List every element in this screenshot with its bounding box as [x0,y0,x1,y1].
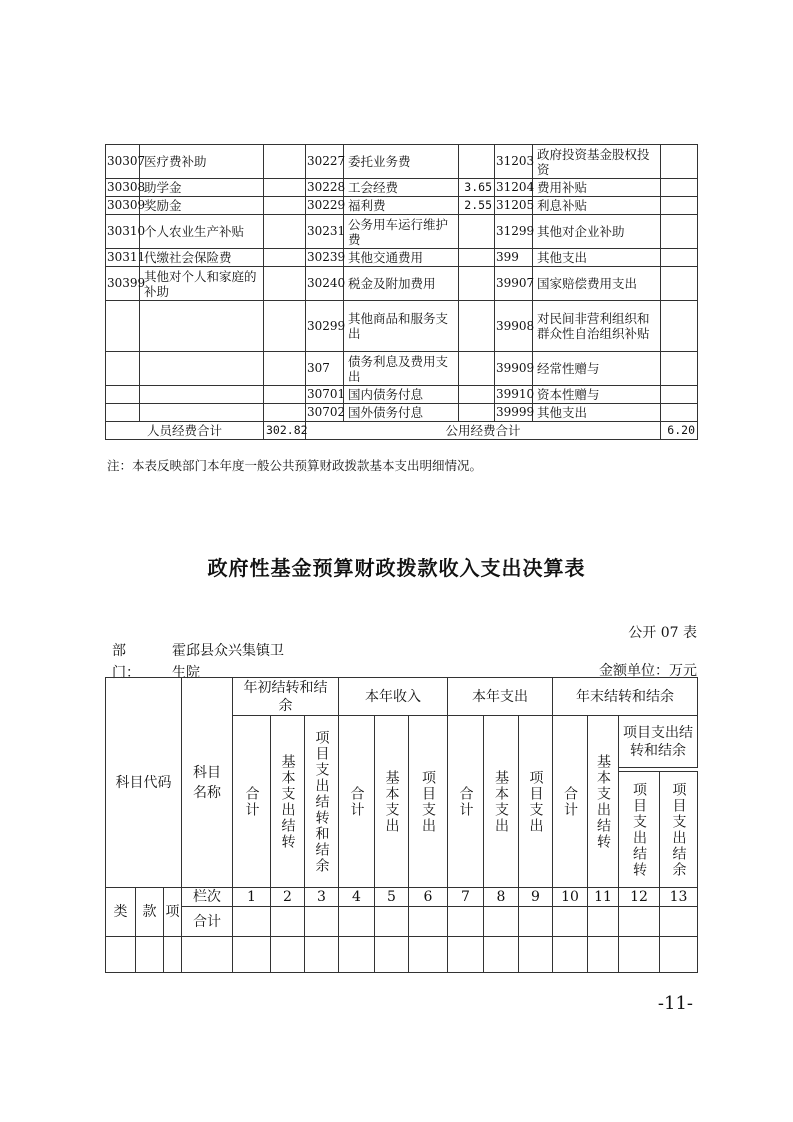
subject-name-cell: 其他支出 [533,249,661,267]
header-basic-exp-3 [484,716,519,888]
subject-name-cell: 利息补贴 [533,197,661,215]
empty-cell [182,937,233,973]
subject-name-cell: 对民间非营利组织和群众性自治组织补贴 [533,301,661,352]
subject-name-cell: 委托业务费 [344,145,459,179]
empty-cell [233,907,271,937]
department-label: 部门： [112,643,140,681]
amount-cell [459,249,495,267]
empty-cell [164,937,182,973]
header-total-2 [339,716,375,888]
lei-cell: 类 [106,888,136,937]
empty-cell [339,907,375,937]
subject-code-cell [106,352,140,386]
page-number: -11- [657,993,693,1014]
subject-name-cell: 奖励金 [140,197,264,215]
amount-cell [264,197,306,215]
empty-cell [484,907,519,937]
table-row [106,267,698,301]
subject-name-cell [140,352,264,386]
amount-cell [459,352,495,386]
public-total-value: 6.20 [661,422,698,440]
amount-cell [661,215,698,249]
empty-cell [375,937,409,973]
header-project-carry-4 [619,772,660,888]
header-total-1 [233,716,271,888]
empty-cell [448,907,484,937]
col-number: 5 [375,888,409,907]
header-text: 项目支出结转 [631,781,648,878]
subject-code-cell: 39909 [495,352,533,386]
empty-cell [305,937,339,973]
subject-name-cell: 国家赔偿费用支出 [533,267,661,301]
subject-name-cell: 其他对企业补助 [533,215,661,249]
empty-cell [484,937,519,973]
header-basic-exp-2 [375,716,409,888]
subject-code-cell: 39908 [495,301,533,352]
group-income-header: 本年收入 [339,678,448,716]
amount-cell: 3.65 [459,179,495,197]
amount-cell [264,215,306,249]
amount-cell [459,267,495,301]
subject-name-cell: 医疗费补助 [140,145,264,179]
amount-cell [661,249,698,267]
empty-cell [553,907,588,937]
amount-cell [264,145,306,179]
amount-cell [661,301,698,352]
header-text: 项目支出 [527,769,544,834]
public-total-label: 公用经费合计 [306,422,661,440]
table-row [106,249,698,267]
amount-cell [459,301,495,352]
subject-code-cell [106,386,140,404]
header-text: 项目支出结余 [670,781,687,878]
amount-cell: 2.55 [459,197,495,215]
table-note: 注：本表反映部门本年度一般公共预算财政拨款基本支出明细情况。 [107,458,483,473]
subject-name-cell: 其他支出 [533,404,661,422]
empty-cell [409,907,448,937]
col-number: 9 [519,888,553,907]
subject-name-cell: 代缴社会保险费 [140,249,264,267]
subject-name-cell: 助学金 [140,179,264,197]
subject-name-cell: 政府投资基金股权投资 [533,145,661,179]
header-text: 合计 [457,785,474,818]
empty-cell [339,937,375,973]
group-begin-header [233,678,339,716]
header-project-exp-3 [519,716,553,888]
col-number: 10 [553,888,588,907]
empty-cell [106,937,136,973]
amount-unit: 金额单位：万元 [599,663,697,679]
amount-cell [661,386,698,404]
header-text: 基本支出结转 [595,753,612,850]
table-row [106,404,698,422]
subject-name-cell: 国内债务付息 [344,386,459,404]
subject-code-cell: 39907 [495,267,533,301]
header-text: 项目支出 [420,769,437,834]
table-row [106,179,698,197]
subject-code-cell: 399 [495,249,533,267]
amount-cell [264,404,306,422]
department-value: 霍邱县众兴集镇卫生院 [172,643,284,681]
total-label-cell: 合计 [182,907,233,937]
col-number: 12 [619,888,660,907]
amount-cell [459,386,495,404]
table-body [106,145,698,422]
subject-name-cell: 个人农业生产补贴 [140,215,264,249]
subject-name-cell: 其他交通费用 [344,249,459,267]
subject-code-cell [106,301,140,352]
group-end-header: 年末结转和结余 [553,678,698,716]
col-number: 6 [409,888,448,907]
subject-code-cell: 30240 [306,267,344,301]
amount-cell [264,249,306,267]
header-text: 合计 [348,785,365,818]
empty-cell [271,937,305,973]
amount-cell [459,145,495,179]
subject-name-cell: 资本性赠与 [533,386,661,404]
empty-cell [519,937,553,973]
subject-code-cell [106,404,140,422]
subject-name-cell: 税金及附加费用 [344,267,459,301]
amount-cell [459,404,495,422]
subject-code-cell: 30231 [306,215,344,249]
empty-cell [409,937,448,973]
subject-name-cell: 福利费 [344,197,459,215]
subject-code-cell: 30227 [306,145,344,179]
subject-name-cell [140,404,264,422]
empty-cell [271,907,305,937]
col-number: 8 [484,888,519,907]
col-number: 1 [233,888,271,907]
header-text: 合计 [562,785,579,818]
header-project-balance-4 [660,772,698,888]
subject-name-cell: 其他对个人和家庭的补助 [140,267,264,301]
subject-code-cell: 30239 [306,249,344,267]
header-text: 合计 [243,785,260,818]
subject-code-cell: 30308 [106,179,140,197]
subject-code-cell: 31205 [495,197,533,215]
empty-cell [136,937,164,973]
subject-name-cell: 费用补贴 [533,179,661,197]
empty-cell [588,907,619,937]
subject-code-cell: 30702 [306,404,344,422]
empty-cell [660,937,698,973]
subject-name-header [182,678,233,888]
amount-cell [264,179,306,197]
header-basic-carry-1 [271,716,305,888]
subject-code-cell: 307 [306,352,344,386]
subject-code-cell: 30310 [106,215,140,249]
subject-name-cell: 国外债务付息 [344,404,459,422]
group-begin-text: 年初结转和结余 [243,679,328,714]
subject-name-cell: 公务用车运行维护费 [344,215,459,249]
total-row [106,422,698,440]
col-number: 4 [339,888,375,907]
empty-cell [305,907,339,937]
xiang-cell: 项 [164,888,182,937]
empty-cell [233,937,271,973]
subject-code-cell: 31299 [495,215,533,249]
subject-code-cell: 30299 [306,301,344,352]
table-row [106,197,698,215]
personnel-total-label: 人员经费合计 [106,422,264,440]
subject-code-cell: 30229 [306,197,344,215]
empty-cell [375,907,409,937]
subject-name-text: 科目名称 [193,764,221,801]
government-fund-table [105,677,698,973]
basic-expenditure-detail-table [105,144,698,440]
col-number: 2 [271,888,305,907]
amount-cell [661,404,698,422]
subject-code-cell: 39999 [495,404,533,422]
amount-cell [661,197,698,215]
empty-cell [619,907,660,937]
col-number: 3 [305,888,339,907]
amount-cell [661,267,698,301]
table-row [106,215,698,249]
group-expense-header: 本年支出 [448,678,553,716]
table-row [106,145,698,179]
header-total-3 [448,716,484,888]
amount-cell [661,145,698,179]
header-text: 基本支出结转 [279,753,296,850]
header-text: 项目支出结转和结余 [313,729,330,874]
subject-name-cell: 其他商品和服务支出 [344,301,459,352]
empty-cell [660,907,698,937]
kuan-cell: 款 [136,888,164,937]
subject-code-cell: 39910 [495,386,533,404]
amount-cell [264,301,306,352]
subject-code-cell: 31203 [495,145,533,179]
subject-name-cell: 债务利息及费用支出 [344,352,459,386]
empty-cell [519,907,553,937]
amount-cell [264,267,306,301]
header-text: 基本支出 [383,769,400,834]
col-number: 11 [588,888,619,907]
empty-cell [588,937,619,973]
table-row [106,301,698,352]
subject-name-cell [140,386,264,404]
subject-code-cell: 30307 [106,145,140,179]
header-project-carry-balance-1 [305,716,339,888]
subject-name-cell: 经常性赠与 [533,352,661,386]
subject-code-cell: 30311 [106,249,140,267]
subject-code-cell: 30701 [306,386,344,404]
header-basic-carry-4 [588,716,619,888]
subject-code-cell: 30399 [106,267,140,301]
page-title: 政府性基金预算财政拨款收入支出决算表 [207,556,586,580]
table-row [106,352,698,386]
subject-name-cell: 工会经费 [344,179,459,197]
personnel-total-value: 302.82 [264,422,306,440]
col-number: 7 [448,888,484,907]
header-total-4 [553,716,588,888]
amount-cell [459,215,495,249]
code-header: 科目代码 [106,678,182,888]
subject-name-cell [140,301,264,352]
lanci-cell: 栏次 [182,888,233,907]
empty-cell [448,937,484,973]
header-project-exp-2 [409,716,448,888]
header-text: 项目支出结转和结余 [623,724,694,759]
table-row [106,386,698,404]
amount-cell [661,352,698,386]
empty-cell [553,937,588,973]
header-project-carry-balance-4 [619,716,698,768]
header-text: 基本支出 [493,769,510,834]
empty-cell [619,937,660,973]
subject-code-cell: 30228 [306,179,344,197]
subject-code-cell: 31204 [495,179,533,197]
amount-cell [264,386,306,404]
amount-cell [264,352,306,386]
form-number: 公开 07 表 [628,625,697,641]
amount-cell [661,179,698,197]
col-number: 13 [660,888,698,907]
subject-code-cell: 30309 [106,197,140,215]
